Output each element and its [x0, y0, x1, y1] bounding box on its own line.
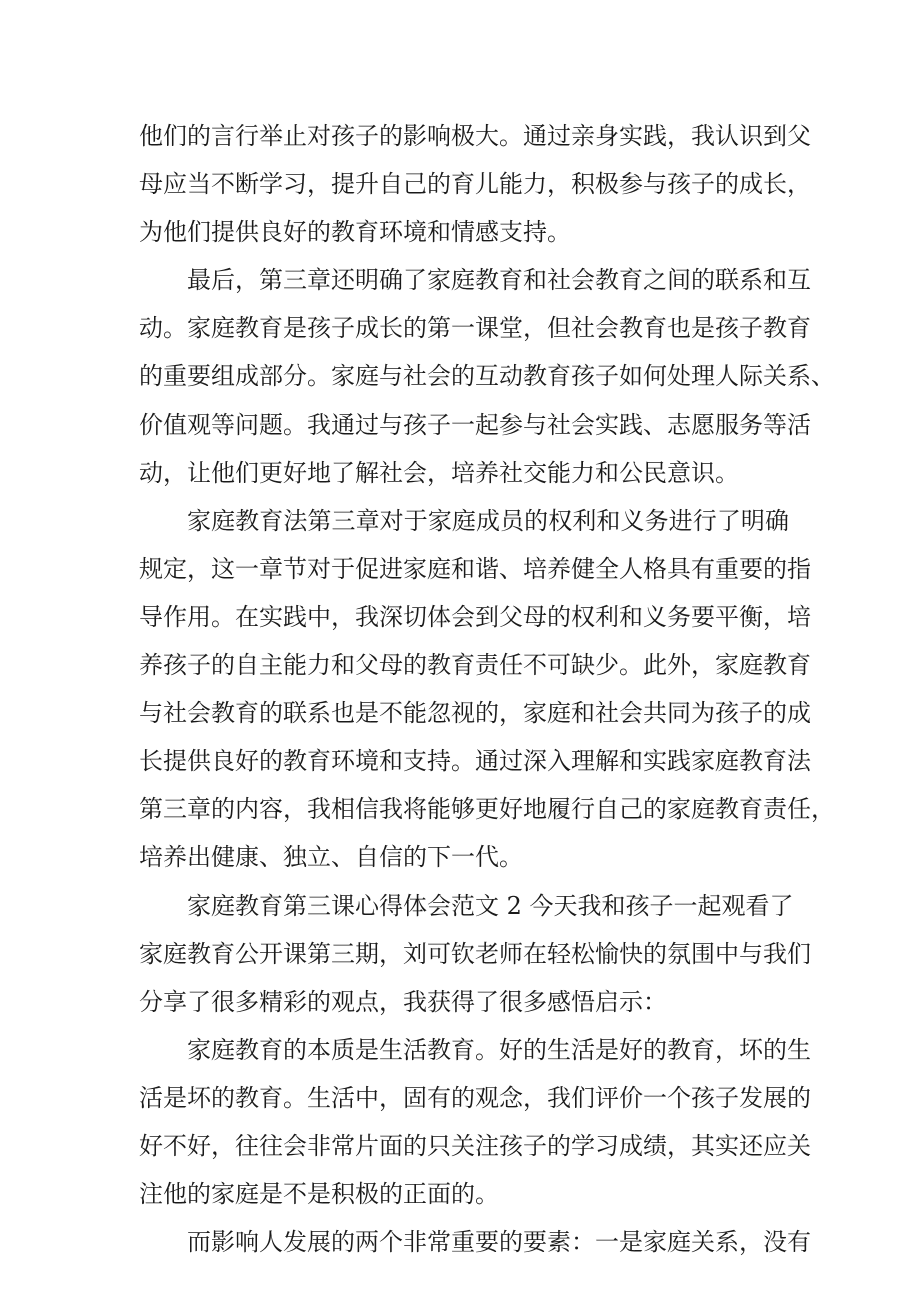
text-line: 的重要组成部分。家庭与社会的互动教育孩子如何处理人际关系、 [139, 362, 835, 391]
text-line: 家庭教育第三课心得体会范文 2 今天我和孩子一起观看了 [187, 891, 794, 920]
text-line: 第三章的内容，我相信我将能够更好地履行自己的家庭教育责任， [139, 795, 835, 824]
text-line: 为他们提供良好的教育环境和情感支持。 [139, 218, 571, 247]
text-line: 导作用。在实践中，我深切体会到父母的权利和义务要平衡，培 [139, 602, 811, 631]
text-line: 动，让他们更好地了解社会，培养社交能力和公民意识。 [139, 458, 739, 487]
text-line: 长提供良好的教育环境和支持。通过深入理解和实践家庭教育法 [139, 747, 811, 776]
body-text [139, 112, 835, 1266]
text-line: 家庭教育法第三章对于家庭成员的权利和义务进行了明确 [187, 506, 789, 535]
text-line: 与社会教育的联系也是不能忽视的，家庭和社会共同为孩子的成 [139, 699, 811, 728]
text-line: 培养出健康、独立、自信的下一代。 [139, 843, 523, 872]
text-line: 最后，第三章还明确了家庭教育和社会教育之间的联系和互 [187, 266, 811, 295]
text-line: 好不好，往往会非常片面的只关注孩子的学习成绩，其实还应关 [139, 1131, 811, 1160]
text-line: 动。家庭教育是孩子成长的第一课堂，但社会教育也是孩子教育 [139, 314, 811, 343]
text-line: 而影响人发展的两个非常重要的要素：一是家庭关系，没有 [187, 1228, 811, 1257]
text-line: 注他的家庭是不是积极的正面的。 [139, 1180, 499, 1209]
text-line: 家庭教育公开课第三期，刘可钦老师在轻松愉快的氛围中与我们 [139, 939, 811, 968]
text-line: 价值观等问题。我通过与孩子一起参与社会实践、志愿服务等活 [139, 410, 811, 439]
text-line: 养孩子的自主能力和父母的教育责任不可缺少。此外，家庭教育 [139, 651, 811, 680]
text-line: 分享了很多精彩的观点，我获得了很多感悟启示： [139, 987, 667, 1016]
text-line: 他们的言行举止对孩子的影响极大。通过亲身实践，我认识到父 [139, 122, 811, 150]
text-line: 规定，这一章节对于促进家庭和谐、培养健全人格具有重要的指 [139, 554, 811, 583]
text-line: 母应当不断学习，提升自己的育儿能力，积极参与孩子的成长， [139, 170, 811, 199]
text-line: 活是坏的教育。生活中，固有的观念，我们评价一个孩子发展的 [139, 1083, 811, 1112]
text-line: 家庭教育的本质是生活教育。好的生活是好的教育，坏的生 [187, 1035, 811, 1064]
